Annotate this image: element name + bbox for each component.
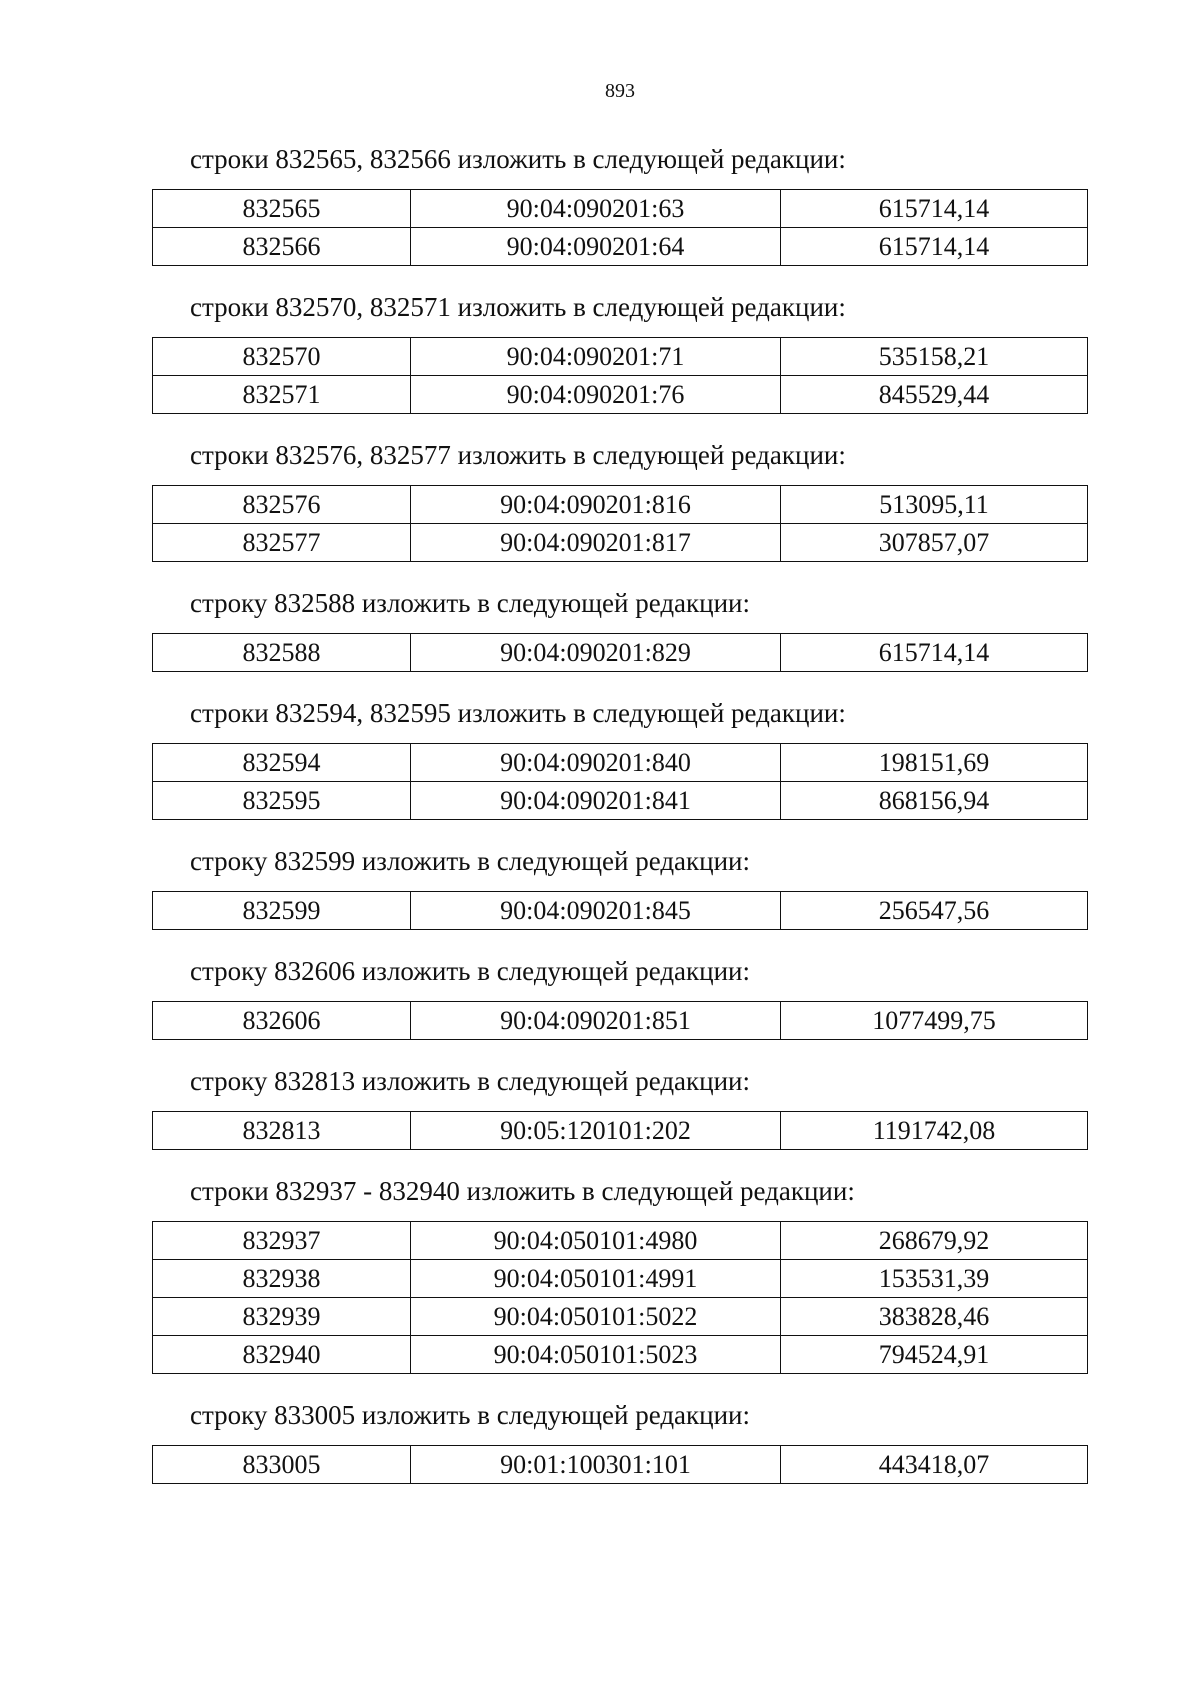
amendment-section	[152, 696, 1087, 820]
row-number-cell: 832940	[153, 1336, 411, 1374]
value-cell: 535158,21	[781, 338, 1088, 376]
amendment-section	[152, 844, 1087, 930]
amendment-table	[152, 1111, 1088, 1150]
cadastral-number-cell: 90:04:090201:851	[411, 1002, 781, 1040]
value-cell: 307857,07	[781, 524, 1088, 562]
amendment-section	[152, 438, 1087, 562]
cadastral-number-cell: 90:04:050101:5022	[411, 1298, 781, 1336]
amendment-section	[152, 586, 1087, 672]
row-number-cell: 832937	[153, 1222, 411, 1260]
table-row	[153, 1002, 1088, 1040]
amendment-table	[152, 891, 1088, 930]
value-cell: 443418,07	[781, 1446, 1088, 1484]
table-row	[153, 486, 1088, 524]
amendment-table	[152, 1221, 1088, 1374]
value-cell: 1077499,75	[781, 1002, 1088, 1040]
table-row	[153, 1336, 1088, 1374]
table-row	[153, 524, 1088, 562]
table-row	[153, 190, 1088, 228]
cadastral-number-cell: 90:04:090201:71	[411, 338, 781, 376]
value-cell: 615714,14	[781, 190, 1088, 228]
cadastral-number-cell: 90:04:090201:816	[411, 486, 781, 524]
row-number-cell: 832571	[153, 376, 411, 414]
value-cell: 1191742,08	[781, 1112, 1088, 1150]
cadastral-number-cell: 90:04:090201:841	[411, 782, 781, 820]
section-heading: строки 832594, 832595 изложить в следующей редакции:	[190, 698, 846, 728]
row-number-cell: 832566	[153, 228, 411, 266]
section-heading: строку 832813 изложить в следующей редакции:	[190, 1066, 751, 1096]
section-heading: строку 832599 изложить в следующей редакции:	[190, 846, 751, 876]
table-row	[153, 1222, 1088, 1260]
cadastral-number-cell: 90:04:090201:840	[411, 744, 781, 782]
row-number-cell: 832577	[153, 524, 411, 562]
value-cell: 153531,39	[781, 1260, 1088, 1298]
section-heading: строки 832937 - 832940 изложить в следующей редакции:	[190, 1176, 855, 1206]
section-heading: строки 832570, 832571 изложить в следующей редакции:	[190, 292, 846, 322]
amendment-table	[152, 1001, 1088, 1040]
value-cell: 845529,44	[781, 376, 1088, 414]
table-row	[153, 376, 1088, 414]
value-cell: 383828,46	[781, 1298, 1088, 1336]
value-cell: 513095,11	[781, 486, 1088, 524]
amendment-table	[152, 633, 1088, 672]
value-cell: 868156,94	[781, 782, 1088, 820]
table-row	[153, 634, 1088, 672]
table-row	[153, 1260, 1088, 1298]
row-number-cell: 832594	[153, 744, 411, 782]
section-heading: строку 833005 изложить в следующей редакции:	[190, 1400, 751, 1430]
table-row	[153, 1446, 1088, 1484]
row-number-cell: 832565	[153, 190, 411, 228]
amendment-section	[152, 1398, 1087, 1484]
cadastral-number-cell: 90:04:090201:845	[411, 892, 781, 930]
row-number-cell: 832939	[153, 1298, 411, 1336]
amendment-section	[152, 1174, 1087, 1374]
row-number-cell: 832576	[153, 486, 411, 524]
value-cell: 198151,69	[781, 744, 1088, 782]
page-number: 893	[605, 80, 635, 102]
cadastral-number-cell: 90:05:120101:202	[411, 1112, 781, 1150]
amendment-section	[152, 290, 1087, 414]
cadastral-number-cell: 90:04:050101:4991	[411, 1260, 781, 1298]
row-number-cell: 832813	[153, 1112, 411, 1150]
amendment-table	[152, 337, 1088, 414]
row-number-cell: 832588	[153, 634, 411, 672]
table-row	[153, 1112, 1088, 1150]
table-row	[153, 1298, 1088, 1336]
section-heading: строки 832565, 832566 изложить в следующей редакции:	[190, 144, 846, 174]
amendment-section	[152, 1064, 1087, 1150]
table-row	[153, 744, 1088, 782]
amendment-table	[152, 743, 1088, 820]
amendment-table	[152, 189, 1088, 266]
cadastral-number-cell: 90:04:090201:76	[411, 376, 781, 414]
cadastral-number-cell: 90:04:050101:5023	[411, 1336, 781, 1374]
value-cell: 615714,14	[781, 634, 1088, 672]
cadastral-number-cell: 90:04:050101:4980	[411, 1222, 781, 1260]
amendment-table	[152, 1445, 1088, 1484]
row-number-cell: 833005	[153, 1446, 411, 1484]
section-heading: строку 832606 изложить в следующей редакции:	[190, 956, 751, 986]
document-body	[152, 142, 1087, 1508]
table-row	[153, 892, 1088, 930]
value-cell: 615714,14	[781, 228, 1088, 266]
table-row	[153, 782, 1088, 820]
value-cell: 794524,91	[781, 1336, 1088, 1374]
row-number-cell: 832599	[153, 892, 411, 930]
cadastral-number-cell: 90:04:090201:817	[411, 524, 781, 562]
value-cell: 268679,92	[781, 1222, 1088, 1260]
section-heading: строки 832576, 832577 изложить в следующей редакции:	[190, 440, 846, 470]
amendment-section	[152, 954, 1087, 1040]
table-row	[153, 228, 1088, 266]
cadastral-number-cell: 90:04:090201:63	[411, 190, 781, 228]
cadastral-number-cell: 90:04:090201:829	[411, 634, 781, 672]
cadastral-number-cell: 90:01:100301:101	[411, 1446, 781, 1484]
row-number-cell: 832570	[153, 338, 411, 376]
amendment-section	[152, 142, 1087, 266]
table-row	[153, 338, 1088, 376]
row-number-cell: 832595	[153, 782, 411, 820]
value-cell: 256547,56	[781, 892, 1088, 930]
row-number-cell: 832606	[153, 1002, 411, 1040]
amendment-table	[152, 485, 1088, 562]
row-number-cell: 832938	[153, 1260, 411, 1298]
section-heading: строку 832588 изложить в следующей редакции:	[190, 588, 751, 618]
cadastral-number-cell: 90:04:090201:64	[411, 228, 781, 266]
